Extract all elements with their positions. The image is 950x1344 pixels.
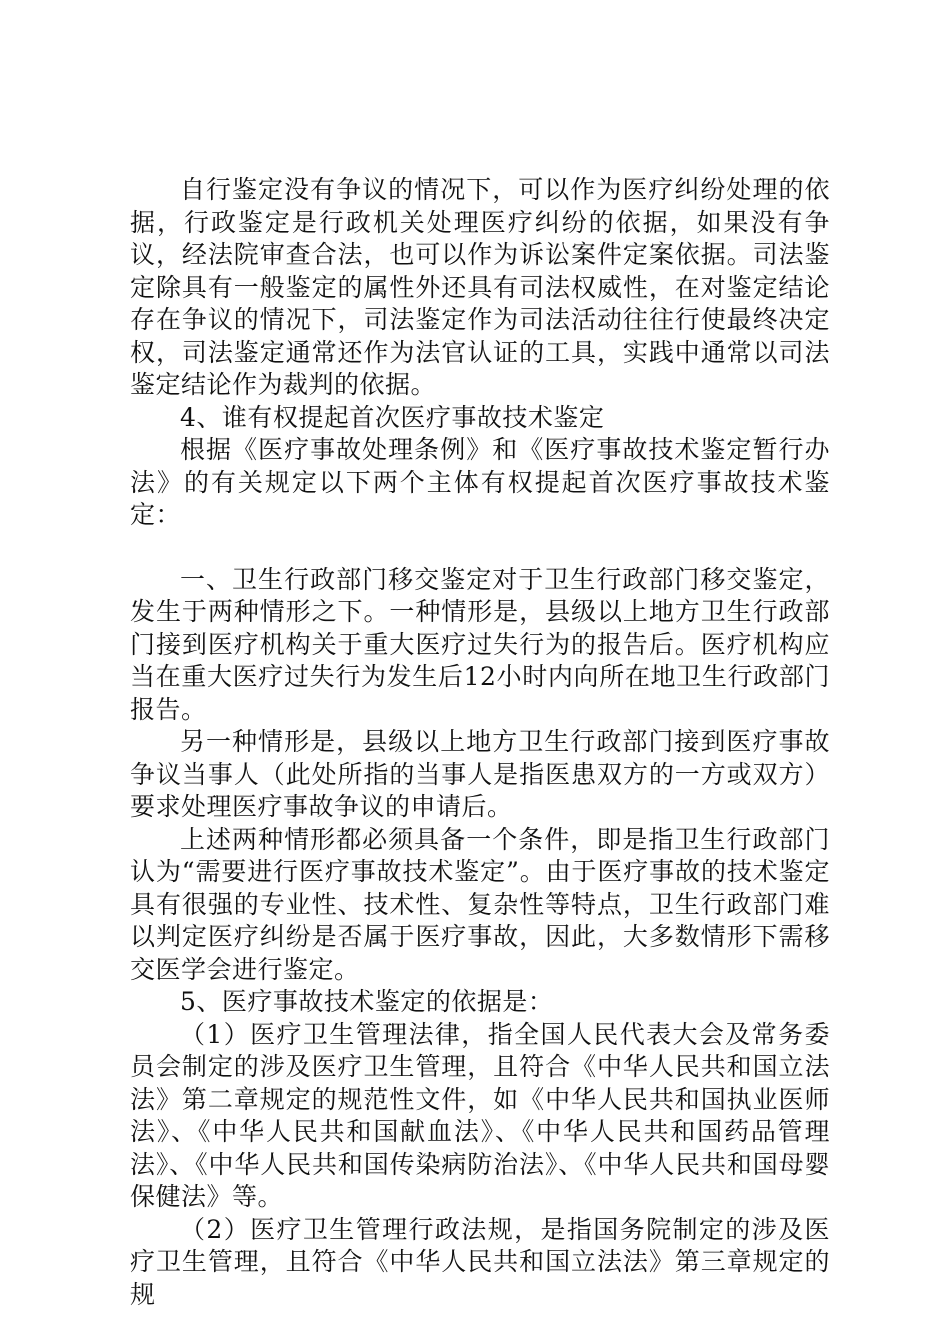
paragraph-basis-item-1: （1）医疗卫生管理法律，指全国人民代表大会及常务委员会制定的涉及医疗卫生管理，且符合《中华人民共和国立法法》第二章规定的规范性文件，如《中华人民共和国执业医师法》、《中华人民共和国献血法》、《中华人民共和国药品管理法》、《中华人民共和国传染病防治法》、《中华人民共和国母婴保健法》等。	[130, 1019, 830, 1211]
heading-basis-of-identification: 5、医疗事故技术鉴定的依据是：	[180, 987, 554, 1016]
blank-line	[130, 532, 830, 564]
paragraph-common-condition: 上述两种情形都必须具备一个条件，即是指卫生行政部门认为“需要进行医疗事故技术鉴定”。由于医疗事故的技术鉴定具有很强的专业性、技术性、复杂性等特点，卫生行政部门难以判定医疗纠纷是否属于医疗事故，因此，大多数情形下需移交医学会进行鉴定。	[130, 824, 830, 984]
paragraph-health-dept-transfer: 一、卫生行政部门移交鉴定对于卫生行政部门移交鉴定，发生于两种情形之下。一种情形是，县级以上地方卫生行政部门接到医疗机构关于重大医疗过失行为的报告后。医疗机构应当在重大医疗过失行为发生后12小时内向所在地卫生行政部门报告。	[130, 564, 830, 724]
document-body	[130, 174, 830, 1311]
paragraph-two-subjects: 根据《医疗事故处理条例》和《医疗事故技术鉴定暂行办法》的有关规定以下两个主体有权提起首次医疗事故技术鉴定：	[130, 435, 830, 529]
paragraph-identification-basis: 自行鉴定没有争议的情况下，可以作为医疗纠纷处理的依据，行政鉴定是行政机关处理医疗纠纷的依据，如果没有争议，经法院审查合法，也可以作为诉讼案件定案依据。司法鉴定除具有一般鉴定的属性外还具有司法权威性，在对鉴定结论存在争议的情况下，司法鉴定作为司法活动往往行使最终决定权，司法鉴定通常还作为法官认证的工具，实践中通常以司法鉴定结论作为裁判的依据。	[130, 175, 830, 399]
paragraph-another-situation: 另一种情形是，县级以上地方卫生行政部门接到医疗事故争议当事人（此处所指的当事人是指医患双方的一方或双方）要求处理医疗事故争议的申请后。	[130, 727, 830, 821]
heading-who-can-initiate: 4、谁有权提起首次医疗事故技术鉴定	[180, 402, 605, 432]
paragraph-basis-item-2: （2）医疗卫生管理行政法规，是指国务院制定的涉及医疗卫生管理，且符合《中华人民共和国立法法》第三章规定的规	[130, 1214, 830, 1309]
